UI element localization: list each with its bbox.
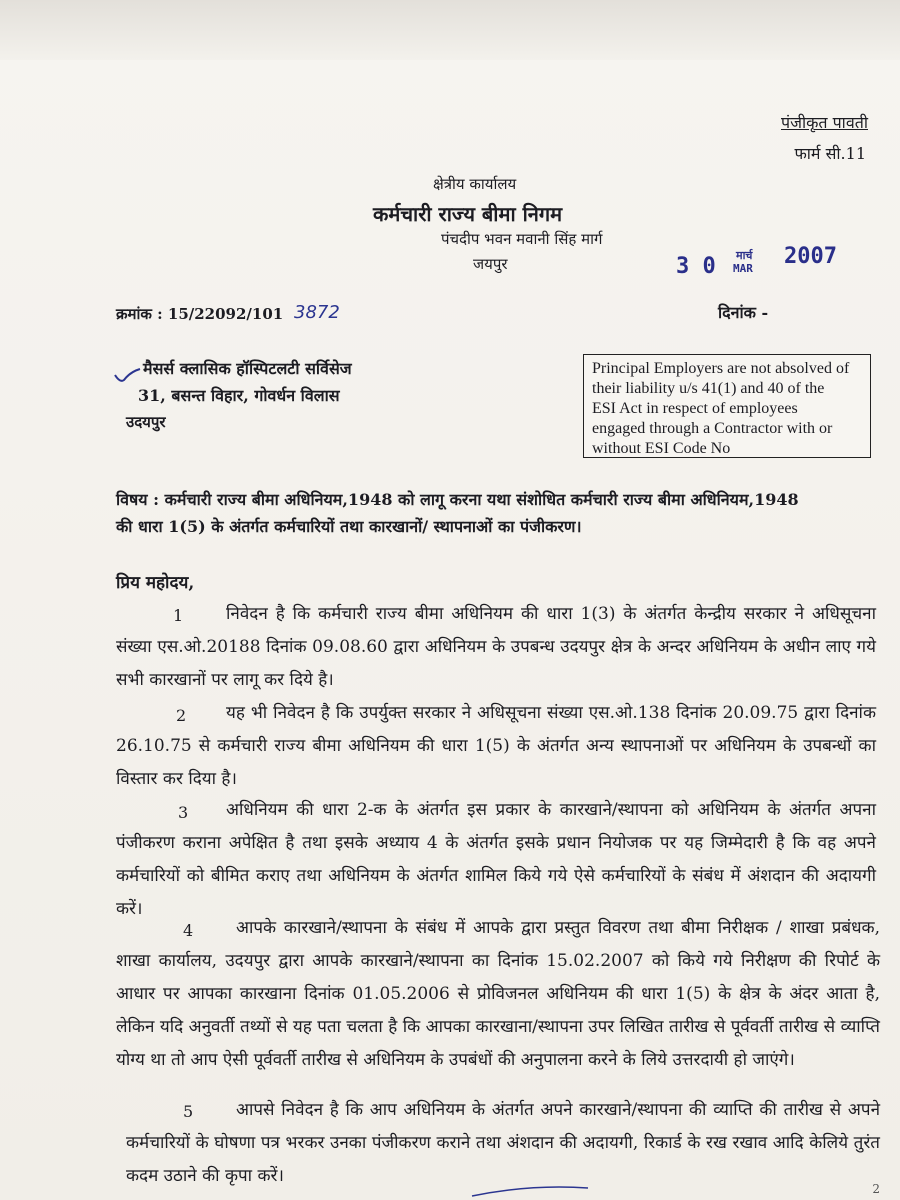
- office-city: जयपुर: [473, 255, 508, 273]
- notice-line: their liability u/s 41(1) and 40 of the: [592, 380, 825, 397]
- office-label: क्षेत्रीय कार्यालय: [433, 175, 517, 193]
- notice-line: Principal Employers are not absolved of: [592, 360, 850, 377]
- date-stamp-month: MAR: [733, 262, 753, 275]
- handwritten-number: 3872: [294, 302, 340, 323]
- pen-mark-icon: [470, 1184, 590, 1198]
- date-stamp-day: 3 0: [676, 254, 716, 279]
- org-title: कर्मचारी राज्य बीमा निगम: [373, 202, 563, 226]
- addressee-city: उदयपुर: [126, 413, 166, 431]
- paragraph-number: 5: [183, 1102, 194, 1121]
- date-stamp-month-hi: मार्च: [736, 249, 753, 262]
- paragraph-number: 4: [183, 921, 194, 940]
- notice-line: without ESI Code No: [592, 440, 731, 457]
- scan-shadow: [0, 0, 900, 60]
- paragraph-1: निवेदन है कि कर्मचारी राज्य बीमा अधिनियम की धारा 1(3) के अंतर्गत केन्द्रीय सरकार ने अधिसूचना संख्या एस.ओ.20188 दिनांक 09.08.60 द्वारा अधिनियम के उपबन्ध उदयपुर क्षेत्र के अन्दर अधिनियम के अधीन लाए गये सभी कारखानों पर लागू कर दिये है।: [116, 604, 876, 690]
- addressee-address: 31, बसन्त विहार, गोवर्धन विलास: [138, 386, 340, 405]
- paragraph-2: यह भी निवेदन है कि उपर्युक्त सरकार ने अधिसूचना संख्या एस.ओ.138 दिनांक 20.09.75 द्वारा दिनांक 26.10.75 से कर्मचारी राज्य बीमा अधिनियम की धारा 1(5) के अंतर्गत अन्य स्थापनाओं पर अधिनियम के उपबन्धों का विस्तार कर दिया है।: [116, 703, 876, 789]
- subject-line-1: विषय : कर्मचारी राज्य बीमा अधिनियम,1948 को लागू करना यथा संशोधित कर्मचारी राज्य बीमा अधिनियम,1948: [116, 490, 799, 509]
- office-address: पंचदीप भवन मवानी सिंह मार्ग: [441, 230, 603, 248]
- paragraph-4: आपके कारखाने/स्थापना के संबंध में आपके द्वारा प्रस्तुत विवरण तथा बीमा निरीक्षक / शाखा प्रबंधक, शाखा कार्यालय, उदयपुर द्वारा आपके कारखाने/स्थापना का दिनांक 15.02.2007 को किये गये निरीक्षण की रिपोर्ट के आधार पर आपका कारखाना दिनांक 01.05.2006 से प्रोविजनल अधिनियम की धारा 1(5) के क्षेत्र के अंदर आता है, लेकिन यदि अनुवर्ती तथ्यों से यह पता चलता है कि आपका कारखाना/स्थापना उपर लिखित तारीख से पूर्ववर्ती तारीख से व्याप्ति योग्य था तो आप ऐसी पूर्ववर्ती तारीख से अधिनियम के उपबंधों की अनुपालना करने के लिये उत्तरदायी हो जाएंगे।: [116, 918, 880, 1070]
- form-number: फार्म सी.11: [794, 144, 866, 163]
- handwritten-tick-icon: [112, 366, 142, 386]
- addressee-name: मैसर्स क्लासिक हॉस्पिटलटी सर्विसेज: [143, 359, 352, 378]
- paragraph-number: 3: [178, 803, 189, 822]
- notice-line: engaged through a Contractor with or: [592, 420, 833, 437]
- registered-label: पंजीकृत पावती: [781, 113, 868, 132]
- subject-line-2: की धारा 1(5) के अंतर्गत कर्मचारियों तथा कारखानों/ स्थापनाओं का पंजीकरण।: [116, 517, 582, 536]
- paragraph-3: अधिनियम की धारा 2-क के अंतर्गत इस प्रकार के कारखाने/स्थापना को अधिनियम के अंतर्गत अपना पंजीकरण कराना अपेक्षित है तथा इसके अध्याय 4 के अंतर्गत इसके प्रधान नियोजक पर यह जिम्मेदारी है कि वह अपने कर्मचारियों को बीमित कराए तथा अधिनियम के अंतर्गत शामिल किये गये ऐसे कर्मचारियों के संबंध में अंशदान की अदायगी करें।: [116, 800, 876, 919]
- paragraph-number: 2: [176, 706, 187, 725]
- notice-line: ESI Act in respect of employees: [592, 400, 798, 417]
- paragraph-number: 1: [173, 606, 184, 625]
- date-label: दिनांक -: [718, 303, 769, 322]
- paragraph-5: आपसे निवेदन है कि आप अधिनियम के अंतर्गत अपने कारखाने/स्थापना की व्याप्ति की तारीख से अपने कर्मचारियों के घोषणा पत्र भरकर उनका पंजीकरण कराने तथा अंशदान की अदायगी, रिकार्ड के रख रखाव आदि केलिये तुरंत कदम उठाने की कृपा करें।: [126, 1100, 880, 1186]
- reference-number: क्रमांक : 15/22092/101: [116, 305, 284, 323]
- page-number: 2: [872, 1182, 880, 1196]
- date-stamp-year: 2007: [784, 244, 837, 269]
- salutation: प्रिय महोदय,: [116, 573, 195, 593]
- employer-notice-box: [583, 354, 871, 458]
